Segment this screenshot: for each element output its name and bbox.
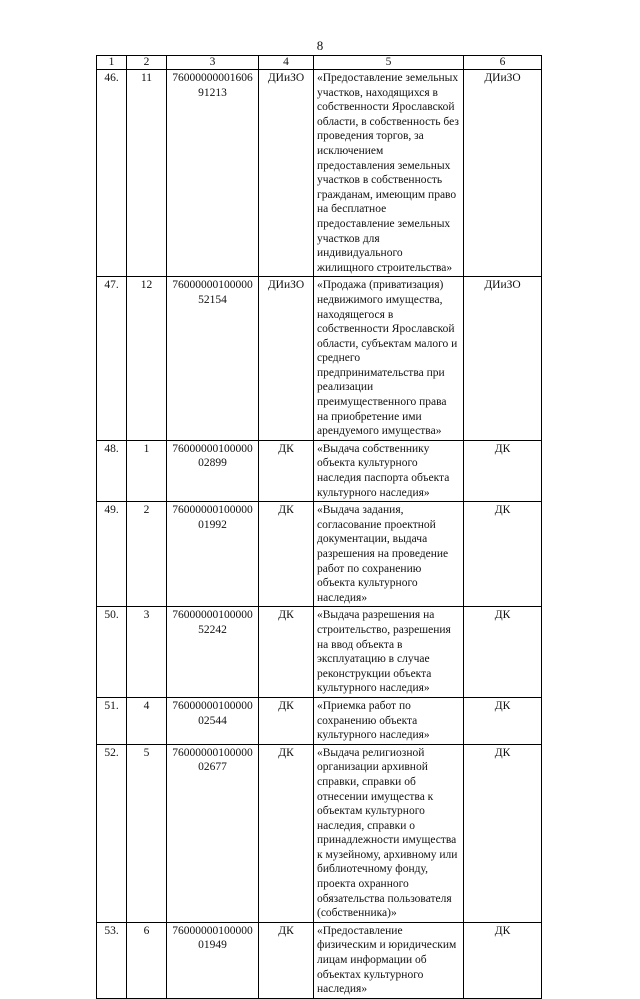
- department: ДИиЗО: [259, 70, 314, 277]
- column-header: 5: [314, 56, 464, 70]
- service-description: «Предоставление физическим и юридическим лицам информации об объектах культурного наследия»: [314, 922, 464, 998]
- service-code: 7600000010000002677: [167, 744, 259, 922]
- department: ДИиЗО: [259, 277, 314, 441]
- header-row: [97, 56, 542, 70]
- service-code: 7600000010000002544: [167, 697, 259, 744]
- service-description: «Продажа (приватизация) недвижимого имущества, находящегося в собственности Ярославской области, субъектам малого и среднего предпринимательства при реализации преимущественного права на приобретение ими арендуемого имущества»: [314, 277, 464, 441]
- service-code: 7600000010000002899: [167, 440, 259, 501]
- responsible-body: ДК: [464, 697, 542, 744]
- service-description: «Выдача религиозной организации архивной справки, справки об отнесении имущества к объектам культурного наследия, справки о принадлежности имущества к музейному, архивному или библиотечному фонду, проекта охранного обязательства пользователя (собственника)»: [314, 744, 464, 922]
- row-number: 49.: [97, 502, 127, 607]
- row-subnumber: 2: [127, 502, 167, 607]
- row-number: 53.: [97, 922, 127, 998]
- row-subnumber: 6: [127, 922, 167, 998]
- table-row: [97, 922, 542, 998]
- service-description: «Приемка работ по сохранению объекта культурного наследия»: [314, 697, 464, 744]
- service-description: «Выдача разрешения на строительство, разрешения на ввод объекта в эксплуатацию в случае реконструкции объекта культурного наследия»: [314, 607, 464, 698]
- table-row: [97, 277, 542, 441]
- service-description: «Выдача собственнику объекта культурного наследия паспорта объекта культурного наследия»: [314, 440, 464, 501]
- column-header: 1: [97, 56, 127, 70]
- row-number: 50.: [97, 607, 127, 698]
- row-number: 51.: [97, 697, 127, 744]
- responsible-body: ДК: [464, 502, 542, 607]
- department: ДК: [259, 744, 314, 922]
- row-subnumber: 12: [127, 277, 167, 441]
- department: ДК: [259, 607, 314, 698]
- row-number: 47.: [97, 277, 127, 441]
- column-header: 3: [167, 56, 259, 70]
- service-code: 7600000010000052154: [167, 277, 259, 441]
- table-row: [97, 70, 542, 277]
- column-header: 2: [127, 56, 167, 70]
- table-row: [97, 744, 542, 922]
- responsible-body: ДК: [464, 744, 542, 922]
- responsible-body: ДК: [464, 440, 542, 501]
- column-header: 4: [259, 56, 314, 70]
- row-number: 52.: [97, 744, 127, 922]
- service-code: 7600000010000001949: [167, 922, 259, 998]
- table-row: [97, 440, 542, 501]
- table-row: [97, 697, 542, 744]
- row-subnumber: 3: [127, 607, 167, 698]
- department: ДК: [259, 440, 314, 501]
- row-subnumber: 1: [127, 440, 167, 501]
- responsible-body: ДИиЗО: [464, 70, 542, 277]
- column-header: 6: [464, 56, 542, 70]
- row-subnumber: 5: [127, 744, 167, 922]
- service-description: «Предоставление земельных участков, находящихся в собственности Ярославской области, в собственность без проведения торгов, за исключением предоставления земельных участков в собственность гражданам, имеющим право на бесплатное предоставление земельных участков для индивидуального жилищного строительства»: [314, 70, 464, 277]
- service-code: 7600000010000001992: [167, 502, 259, 607]
- responsible-body: ДИиЗО: [464, 277, 542, 441]
- service-description: «Выдача задания, согласование проектной документации, выдача разрешения на проведение работ по сохранению объекта культурного наследия»: [314, 502, 464, 607]
- service-code: 7600000010000052242: [167, 607, 259, 698]
- department: ДК: [259, 697, 314, 744]
- responsible-body: ДК: [464, 922, 542, 998]
- page-number: 8: [316, 38, 324, 53]
- table-row: [97, 502, 542, 607]
- row-number: 48.: [97, 440, 127, 501]
- responsible-body: ДК: [464, 607, 542, 698]
- row-subnumber: 4: [127, 697, 167, 744]
- row-subnumber: 11: [127, 70, 167, 277]
- table-row: [97, 607, 542, 698]
- service-code: 7600000000160691213: [167, 70, 259, 277]
- department: ДК: [259, 502, 314, 607]
- row-number: 46.: [97, 70, 127, 277]
- department: ДК: [259, 922, 314, 998]
- services-registry-table: [96, 55, 542, 999]
